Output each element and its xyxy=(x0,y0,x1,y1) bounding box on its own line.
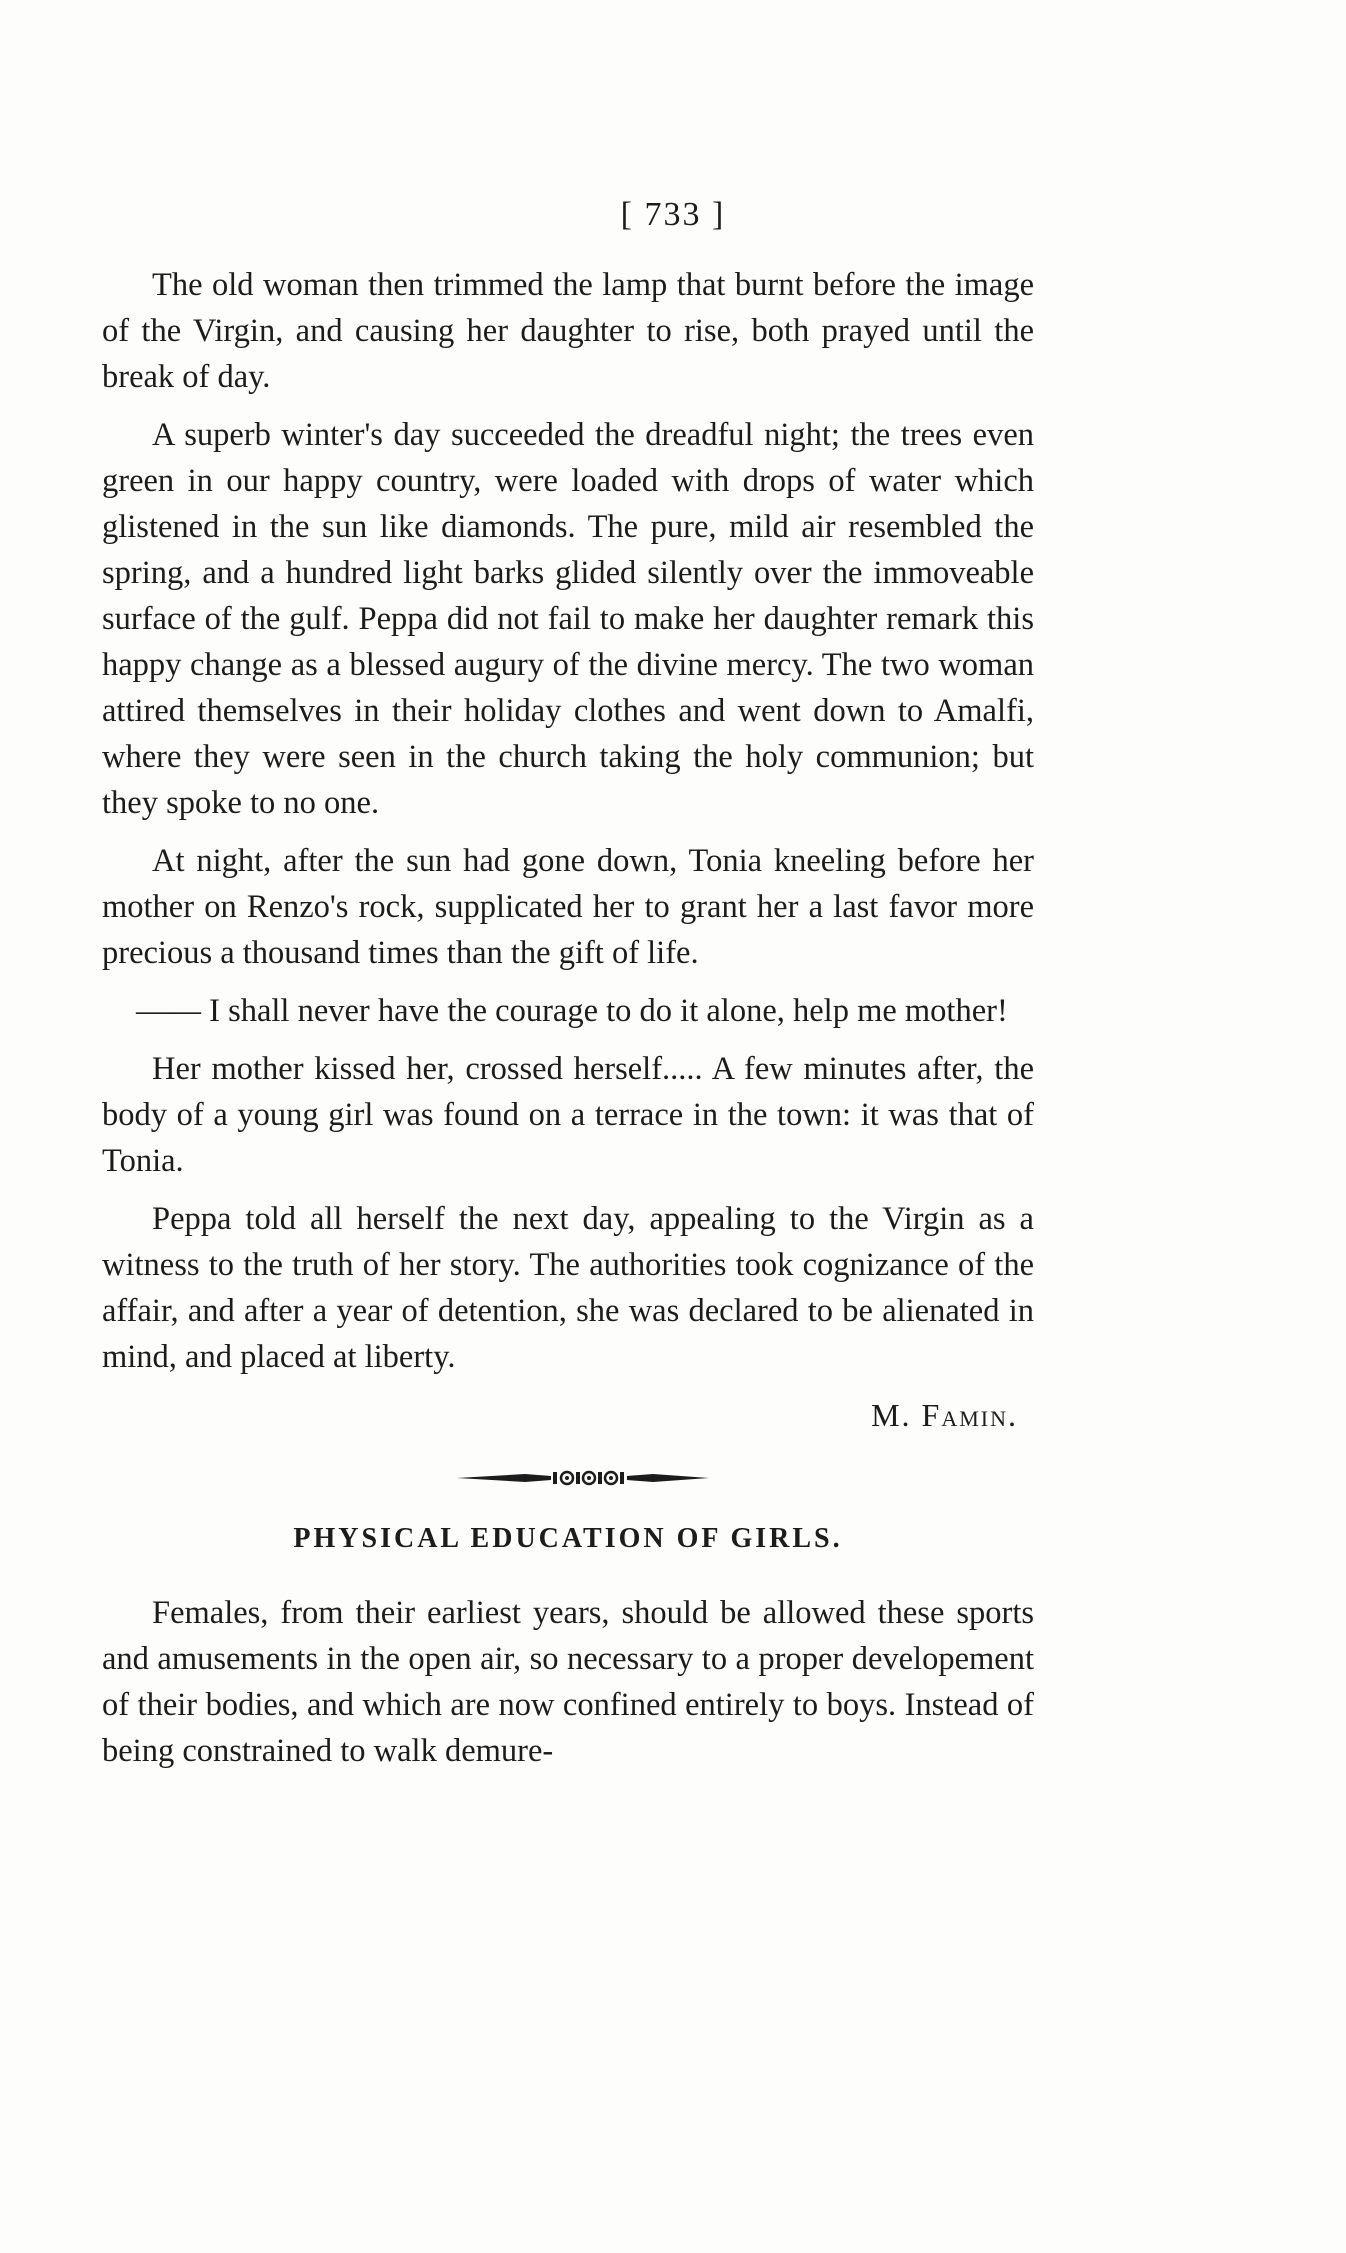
page-number: [ 733 ] xyxy=(620,196,726,233)
ornament-icon xyxy=(453,1466,713,1490)
paragraph-2: A superb winter's day succeeded the dreadful night; the trees even green in our happy country, were loaded with drops of water which glistened in the sun like diamonds. The pure, mild air resembled the spring, and a hundred light barks glided silently over the immoveable surface of the gulf. Peppa did not fail to make her daughter remark this happy change as a blessed augury of the divine mercy. The two woman attired themselves in their holiday clothes and went down to Amalfi, where they were seen in the church taking the holy communion; but they spoke to no one. xyxy=(102,417,1034,821)
page-body xyxy=(102,262,1034,1786)
article-heading: PHYSICAL EDUCATION OF GIRLS. xyxy=(293,1523,843,1554)
paragraph-4-dialogue: —— I shall never have the courage to do it alone, help me mother! xyxy=(136,993,1008,1029)
paragraph-5: Her mother kissed her, crossed herself..... A few minutes after, the body of a young girl was found on a terrace in the town: it was that of Tonia. xyxy=(102,1051,1034,1179)
section-divider-ornament xyxy=(132,1458,1034,1498)
signature-name: Famin. xyxy=(921,1397,1018,1433)
author-signature xyxy=(102,1392,1034,1438)
paragraph-7: Females, from their earliest years, should be allowed these sports and amusements in the open air, so necessary to a proper developement of their bodies, and which are now confined entirely to boys. Instead of being constrained to walk demure- xyxy=(102,1595,1034,1769)
paragraph-6: Peppa told all herself the next day, appealing to the Virgin as a witness to the truth of her story. The authorities took cognizance of the affair, and after a year of detention, she was declared to be alienated in mind, and placed at liberty. xyxy=(102,1201,1034,1375)
signature-initial: M. xyxy=(871,1397,912,1433)
paragraph-1: The old woman then trimmed the lamp that burnt before the image of the Virgin, and causing her daughter to rise, both prayed until the break of day. xyxy=(102,267,1034,395)
paragraph-3: At night, after the sun had gone down, Tonia kneeling before her mother on Renzo's rock, supplicated her to grant her a last favor more precious a thousand times than the gift of life. xyxy=(102,843,1034,971)
